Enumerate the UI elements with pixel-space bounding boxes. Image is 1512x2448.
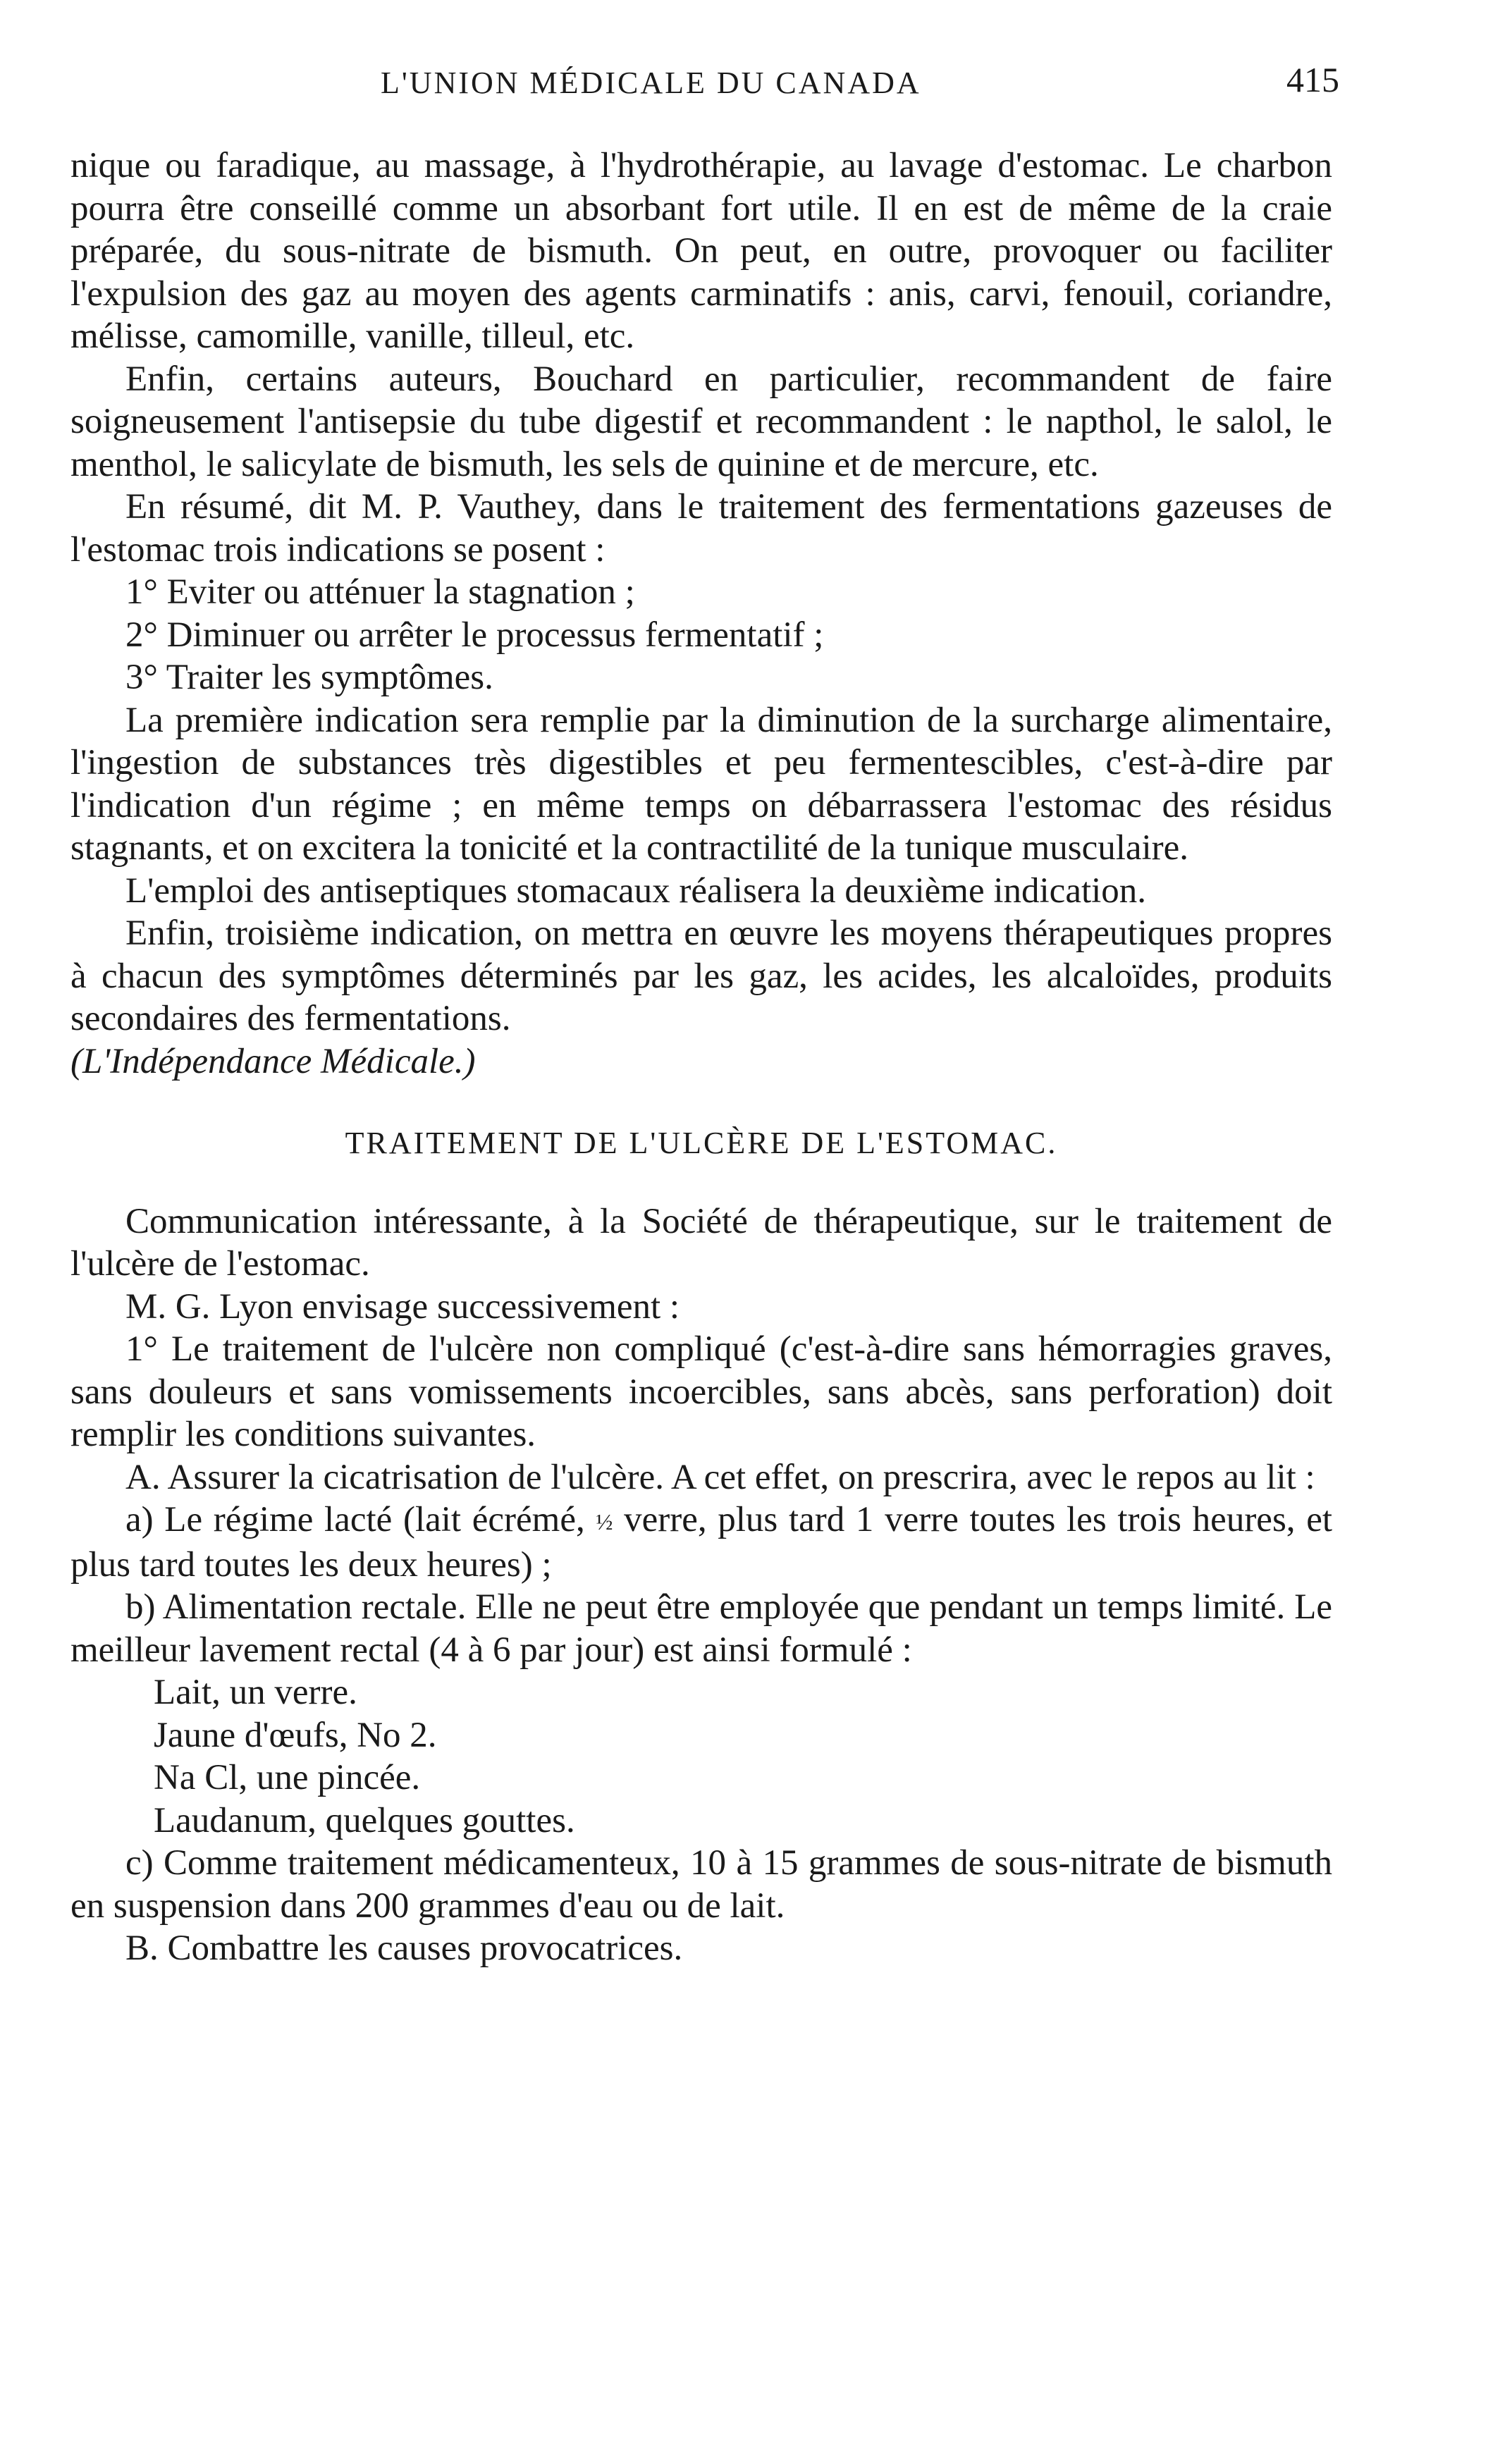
paragraph: b) Alimentation rectale. Elle ne peut être employée que pendant un temps limité. Le meilleur lavement rectal (4 à 6 par jour) est ainsi formulé : (70, 1587, 1332, 1670)
paragraph: A. Assurer la cicatrisation de l'ulcère. A cet effet, on prescrira, avec le repos au lit : (125, 1457, 1315, 1497)
recipe-line: Lait, un verre. (154, 1673, 357, 1712)
paragraph: Communication intéressante, à la Société de thérapeutique, sur le traitement de l'ulcère de l'estomac. (70, 1201, 1332, 1284)
recipe-line: Laudanum, quelques gouttes. (154, 1800, 575, 1840)
paragraph: La première indication sera remplie par la diminution de la surcharge alimentaire, l'ingestion de substances très digestibles et peu fermentescibles, c'est-à-dire par l'indication d'un régime ; en même temps on débarrassera l'estomac des résidus stagnants, et on excitera la tonicité et la contractilité de la tunique musculaire. (70, 700, 1332, 868)
paragraph (70, 1499, 1332, 1586)
half-fraction: ½ (596, 1509, 613, 1534)
paragraph: nique ou faradique, au massage, à l'hydrothérapie, au lavage d'estomac. Le charbon pourra être conseillé comme un absorbant fort utile. Il en est de même de la craie préparée, du sous-nitrate de bismuth. On peut, en outre, provoquer ou faciliter l'expulsion des gaz au moyen des agents carminatifs : anis, carvi, fenouil, coriandre, mélisse, camomille, vanille, tilleul, etc. (70, 146, 1332, 356)
page-header (70, 60, 1339, 121)
recipe-line: Na Cl, une pincée. (154, 1758, 421, 1797)
regime-text-end: verre, plus tard 1 verre toutes les trois heures, et plus tard toutes les deux heures) ; (70, 1500, 1333, 1585)
recipe-line: Jaune d'œufs, No 2. (154, 1715, 437, 1755)
running-title: L'UNION MÉDICALE DU CANADA (381, 66, 921, 100)
indication-item: 3° Traiter les symptômes. (125, 658, 493, 697)
section-heading: TRAITEMENT DE L'ULCÈRE DE L'ESTOMAC. (345, 1126, 1058, 1160)
paragraph: c) Comme traitement médicamenteux, 10 à 15 grammes de sous-nitrate de bismuth en suspension dans 200 grammes d'eau ou de lait. (70, 1843, 1332, 1926)
paragraph: B. Combattre les causes provocatrices. (125, 1929, 683, 1968)
page-number: 415 (1286, 60, 1339, 99)
regime-text-start: a) Le régime lacté (lait écrémé, (125, 1500, 585, 1539)
paragraph: En résumé, dit M. P. Vauthey, dans le traitement des fermentations gazeuses de l'estomac trois indications se posent : (70, 487, 1332, 570)
paragraph: Enfin, troisième indication, on mettra en œuvre les moyens thérapeutiques propres à chacun des symptômes déterminés par les gaz, les acides, les alcaloïdes, produits secondaires des fermentations. (70, 914, 1332, 1038)
indication-item: 1° Eviter ou atténuer la stagnation ; (125, 572, 635, 612)
article-body (70, 144, 1332, 1970)
paragraph: M. G. Lyon envisage successivement : (125, 1286, 680, 1327)
paragraph: L'emploi des antiseptiques stomacaux réalisera la deuxième indication. (125, 871, 1147, 911)
source-citation: (L'Indépendance Médicale.) (70, 1041, 476, 1081)
indication-item: 2° Diminuer ou arrêter le processus fermentatif ; (125, 615, 824, 655)
paragraph: 1° Le traitement de l'ulcère non compliqué (c'est-à-dire sans hémorragies graves, sans douleurs et sans vomissements incoercibles, sans abcès, sans perforation) doit remplir les conditions suivantes. (70, 1329, 1332, 1454)
paragraph: Enfin, certains auteurs, Bouchard en particulier, recommandent de faire soigneusement l'antisepsie du tube digestif et recommandent : le napthol, le salol, le menthol, le salicylate de bismuth, les sels de quinine et de mercure, etc. (70, 359, 1332, 484)
